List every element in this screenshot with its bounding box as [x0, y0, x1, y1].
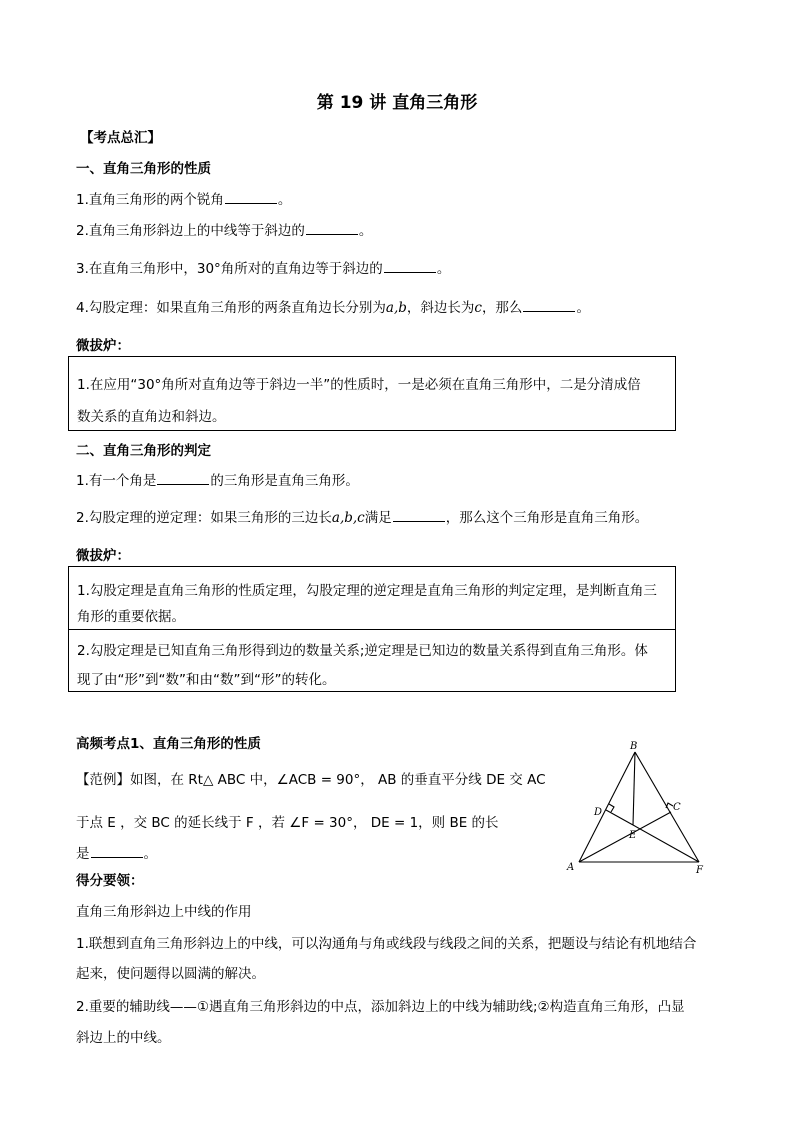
example-line-1: 【范例】如图，在 Rt△ ABC 中，∠ACB = 90°， AB 的垂直平分线 DE 交 AC: [76, 772, 546, 788]
box-divider: [69, 629, 675, 630]
tip-box-2: [68, 566, 676, 692]
answer-blank: [306, 222, 358, 235]
tip-line: 角形的重要依据。: [77, 609, 185, 625]
s1-item-4: 4.勾股定理：如果直角三角形的两条直角边长分别为a,b，斜边长为c，那么 。: [76, 300, 590, 316]
right-angle-mark-d: [609, 804, 614, 812]
answer-blank: [157, 472, 209, 485]
kp1-heading: 高频考点1、直角三角形的性质: [76, 736, 261, 752]
s1-item-2: 2.直角三角形斜边上的中线等于斜边的 。: [76, 223, 373, 239]
tip-label-2: 微拔炉：: [76, 548, 130, 564]
answer-blank: [523, 299, 575, 312]
label-f: F: [696, 865, 703, 876]
triangle-figure: [560, 738, 720, 878]
label-a: A: [567, 862, 575, 873]
section2-heading: 二、直角三角形的判定: [76, 443, 211, 459]
segment-ef: [633, 825, 699, 862]
tip-box-1: [68, 356, 676, 431]
s1-item-3: 3.在直角三角形中，30°角所对的直角边等于斜边的 。: [76, 261, 451, 277]
s2-item-2: 2.勾股定理的逆定理：如果三角形的三边长a,b,c满足 ，那么这个三角形是直角三角形。: [76, 510, 649, 526]
score-line: 斜边上的中线。: [76, 1030, 171, 1046]
answer-blank: [384, 260, 436, 273]
score-label: 得分要领：: [76, 873, 144, 889]
answer-blank: [91, 845, 143, 858]
tip-line: 1.在应用“30°角所对直角边等于斜边一半”的性质时，一是必须在直角三角形中，二是分清成倍: [77, 377, 641, 393]
label-d: D: [594, 807, 603, 818]
tip-label-1: 微拔炉：: [76, 338, 130, 354]
score-line: 起来，使问题得以圆满的解决。: [76, 966, 265, 982]
segment-be: [633, 752, 635, 825]
score-line: 2.重要的辅助线——①遇直角三角形斜边的中点，添加斜边上的中线为辅助线;②构造直角三角形，凸显: [76, 999, 685, 1015]
line-bf: [635, 752, 699, 862]
side-ab: [579, 752, 635, 862]
label-c: C: [673, 802, 681, 813]
tip-line: 现了由“形”到“数”和由“数”到“形”的转化。: [77, 672, 336, 688]
tip-line: 2.勾股定理是已知直角三角形得到边的数量关系;逆定理是已知边的数量关系得到直角三角形。体: [77, 643, 648, 659]
answer-blank: [393, 509, 445, 522]
page-title: 第 19 讲 直角三角形: [316, 93, 478, 113]
side-ac: [579, 812, 671, 862]
example-line-2: 于点 E ，交 BC 的延长线于 F ，若 ∠F = 30°， DE = 1，则 BE 的长: [76, 815, 499, 831]
example-line-3: 是 。: [76, 846, 157, 862]
segment-de: [606, 810, 633, 825]
tip-line: 1.勾股定理是直角三角形的性质定理，勾股定理的逆定理是直角三角形的判定定理，是判断直角三: [77, 583, 657, 599]
summary-label: 【考点总汇】: [80, 130, 161, 146]
section1-heading: 一、直角三角形的性质: [76, 161, 211, 177]
label-e: E: [629, 830, 637, 841]
label-b: B: [630, 741, 638, 752]
answer-blank: [225, 191, 277, 204]
s1-item-1: 1.直角三角形的两个锐角 。: [76, 192, 292, 208]
s2-item-1: 1.有一个角是 的三角形是直角三角形。: [76, 473, 359, 489]
tip-line: 数关系的直角边和斜边。: [77, 409, 226, 425]
score-line: 1.联想到直角三角形斜边上的中线，可以沟通角与角或线段与线段之间的关系，把题设与结论有机地结合: [76, 936, 697, 952]
score-subtitle: 直角三角形斜边上中线的作用: [76, 904, 252, 920]
